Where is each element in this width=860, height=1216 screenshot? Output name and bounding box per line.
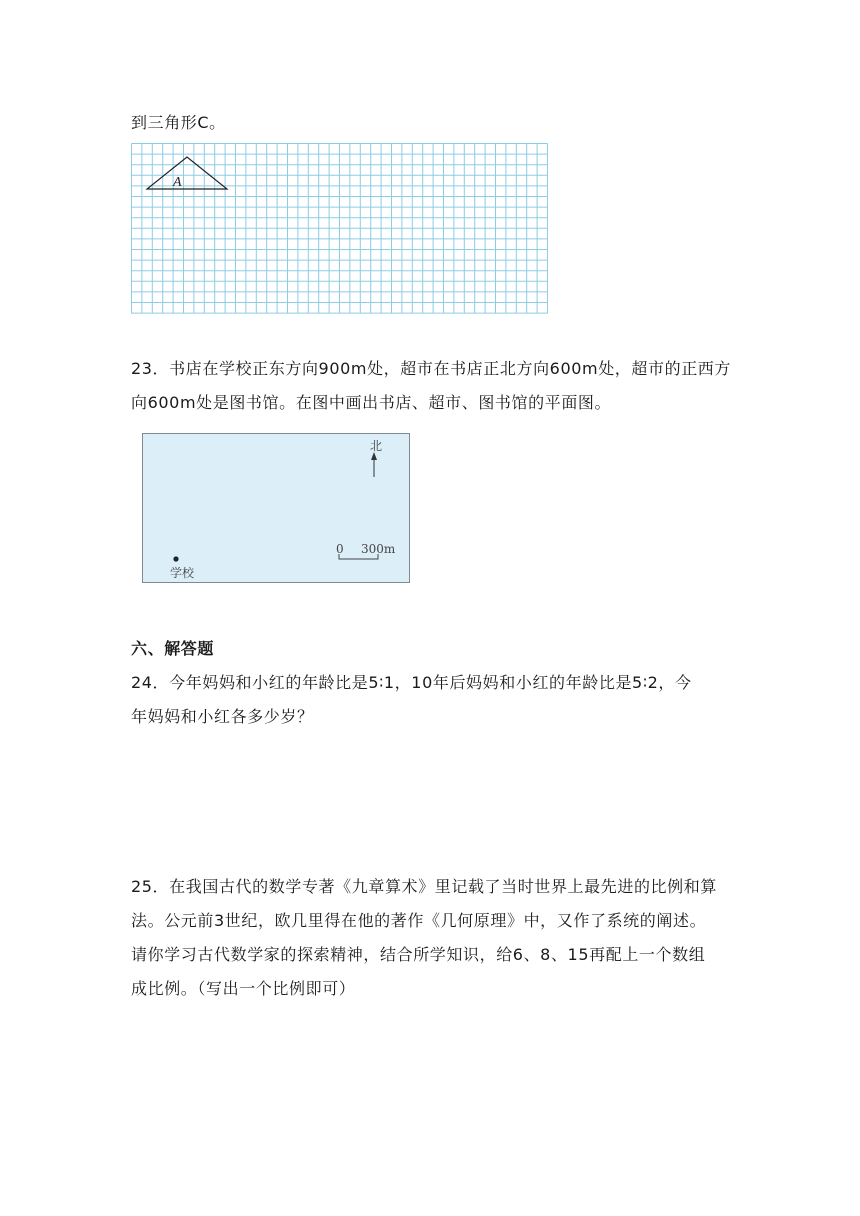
scale-zero-label: 0 <box>336 542 344 556</box>
grid-paper <box>131 143 548 314</box>
q24-text-line2: 年妈妈和小红各多少岁？ <box>131 707 314 726</box>
q23-text-line2: 向600m处是图书馆。在图中画出书店、超市、图书馆的平面图。 <box>131 393 612 412</box>
q25-text-line2: 法。公元前3世纪，欧几里得在他的著作《几何原理》中，又作了系统的阐述。 <box>131 911 707 930</box>
school-label: 学校 <box>170 566 195 580</box>
north-label: 北 <box>370 439 383 453</box>
plan-map <box>142 433 410 583</box>
scale-value-label: 300m <box>361 542 396 556</box>
map-drawing <box>143 434 409 582</box>
q25-text-line4: 成比例。（写出一个比例即可） <box>131 979 356 998</box>
grid-lines <box>132 144 548 314</box>
q24-text-line1: 24．今年妈妈和小红的年龄比是5∶1，10年后妈妈和小红的年龄比是5∶2，今 <box>131 673 692 692</box>
grid-drawing <box>131 143 548 314</box>
triangle-a-label: A <box>173 175 182 190</box>
q23-text-line1: 23．书店在学校正东方向900m处，超市在书店正北方向600m处，超市的正西方 <box>131 359 732 378</box>
q25-text-line1: 25．在我国古代的数学专著《九章算术》里记载了当时世界上最先进的比例和算 <box>131 877 717 896</box>
school-point <box>173 556 178 561</box>
q25-text-line3: 请你学习古代数学家的探索精神，结合所学知识，给6、8、15再配上一个数组 <box>131 945 706 964</box>
section-title: 六、解答题 <box>131 639 215 658</box>
q22-text-tail: 到三角形C。 <box>131 113 226 132</box>
